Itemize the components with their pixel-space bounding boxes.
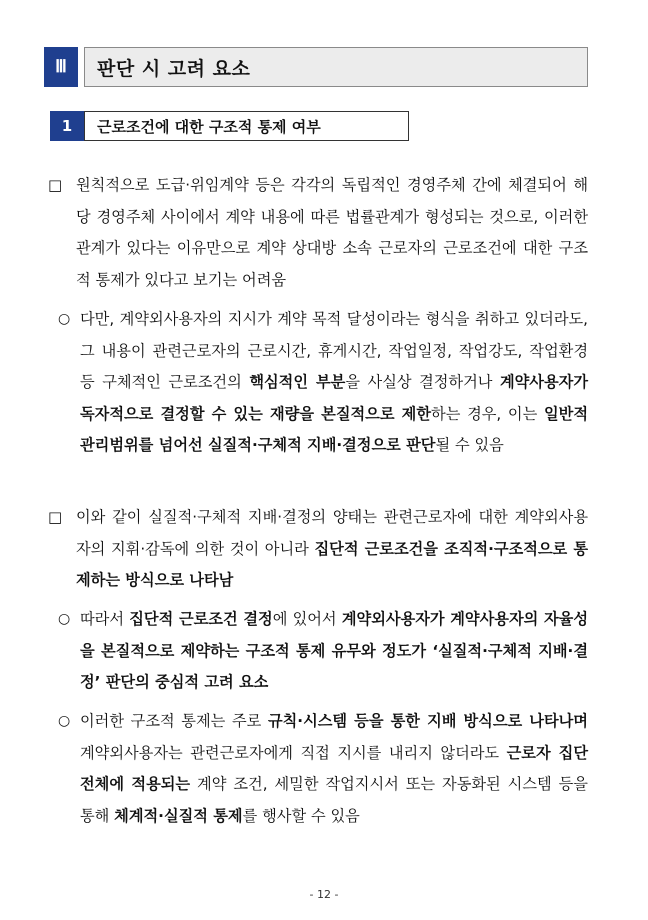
circle-bullet-icon: ○ <box>58 611 71 627</box>
circle-bullet-icon: ○ <box>58 311 71 327</box>
bold-text-run: 집단적 근로조건을 조직적·구조적으로 통제하는 방식으로 나타남 <box>76 539 588 589</box>
text-run: 을 사실상 결정하거나 <box>345 373 500 391</box>
paragraph-2 <box>58 304 588 462</box>
text-run: 다만, 계약외사용자의 지시가 계약 목적 달성이라는 형식을 취하고 있더라도, 그 내용이 관련근로자의 근로시간, 휴게시간, 작업일정, 작업강도, 작업환경 등 구체적인 근로조건의 <box>80 310 588 391</box>
bold-text-run: 체계적·실질적 통제 <box>114 806 243 825</box>
subsection-number: 1 <box>50 111 84 141</box>
subsection-title: 근로조건에 대한 구조적 통제 여부 <box>84 111 409 141</box>
paragraph-4 <box>58 604 588 699</box>
text-run: 에 있어서 <box>272 610 342 628</box>
paragraph-3 <box>48 502 588 597</box>
text-run: 하는 경우, 이는 <box>431 404 544 423</box>
paragraph-text <box>80 304 588 462</box>
text-run: 따라서 <box>80 610 130 628</box>
text-run: 이와 같이 실질적·구체적 지배·결정의 양태는 관련근로자에 대한 계약외사용자의 지휘·감독에 의한 것이 아니라 <box>76 508 588 558</box>
page-number: - 12 - <box>309 888 339 901</box>
bold-text-run: 집단적 근로조건 결정 <box>129 610 273 628</box>
square-bullet-icon: □ <box>48 508 63 526</box>
section-header <box>44 47 588 87</box>
text-run: 원칙적으로 도급·위임계약 등은 각각의 독립적인 경영주체 간에 체결되어 해당 경영주체 사이에서 계약 내용에 따른 법률관계가 형성되는 것으로, 이러한 관계가 있다는 이유만으로 계약 상대방 소속 근로자의 근로조건에 대한 구조적 통제가 있다고 보기는 어려움 <box>76 176 588 289</box>
bold-text-run: 핵심적인 부분 <box>249 373 346 391</box>
paragraph-1 <box>48 170 588 296</box>
bold-text-run: 규칙·시스템 등을 통한 지배 방식으로 나타나며 <box>267 712 588 730</box>
text-run: 이러한 구조적 통제는 주로 <box>80 712 268 730</box>
paragraph-text <box>76 170 588 296</box>
text-run: 계약외사용자는 관련근로자에게 직접 지시를 내리지 않더라도 <box>80 743 507 762</box>
bold-text-run: 계약사용자가 독자적으로 결정할 수 있는 재량을 본질적으로 제한 <box>80 373 588 423</box>
paragraph-text <box>80 604 588 699</box>
paragraph-text <box>76 502 588 597</box>
text-run: 될 수 있음 <box>435 436 504 454</box>
text-run: 를 행사할 수 있음 <box>242 806 360 825</box>
bold-text-run: 계약외사용자가 계약사용자의 자율성을 본질적으로 제약하는 구조적 통제 유무와 정도가 ‘실질적·구체적 지배·결정’ 판단의 중심적 고려 요소 <box>80 610 588 691</box>
bold-text-run: 일반적 관리범위를 넘어선 실질적·구체적 지배·결정으로 판단 <box>80 404 588 454</box>
section-title: 판단 시 고려 요소 <box>84 47 588 87</box>
circle-bullet-icon: ○ <box>58 713 71 729</box>
paragraph-5 <box>58 706 588 832</box>
square-bullet-icon: □ <box>48 176 63 194</box>
section-number: Ⅲ <box>44 47 78 87</box>
text-run: 계약 조건, 세밀한 작업지시서 또는 자동화된 시스템 등을 통해 <box>80 775 588 825</box>
bold-text-run: 근로자 집단 전체에 적용되는 <box>80 743 588 793</box>
paragraph-text <box>80 706 588 832</box>
